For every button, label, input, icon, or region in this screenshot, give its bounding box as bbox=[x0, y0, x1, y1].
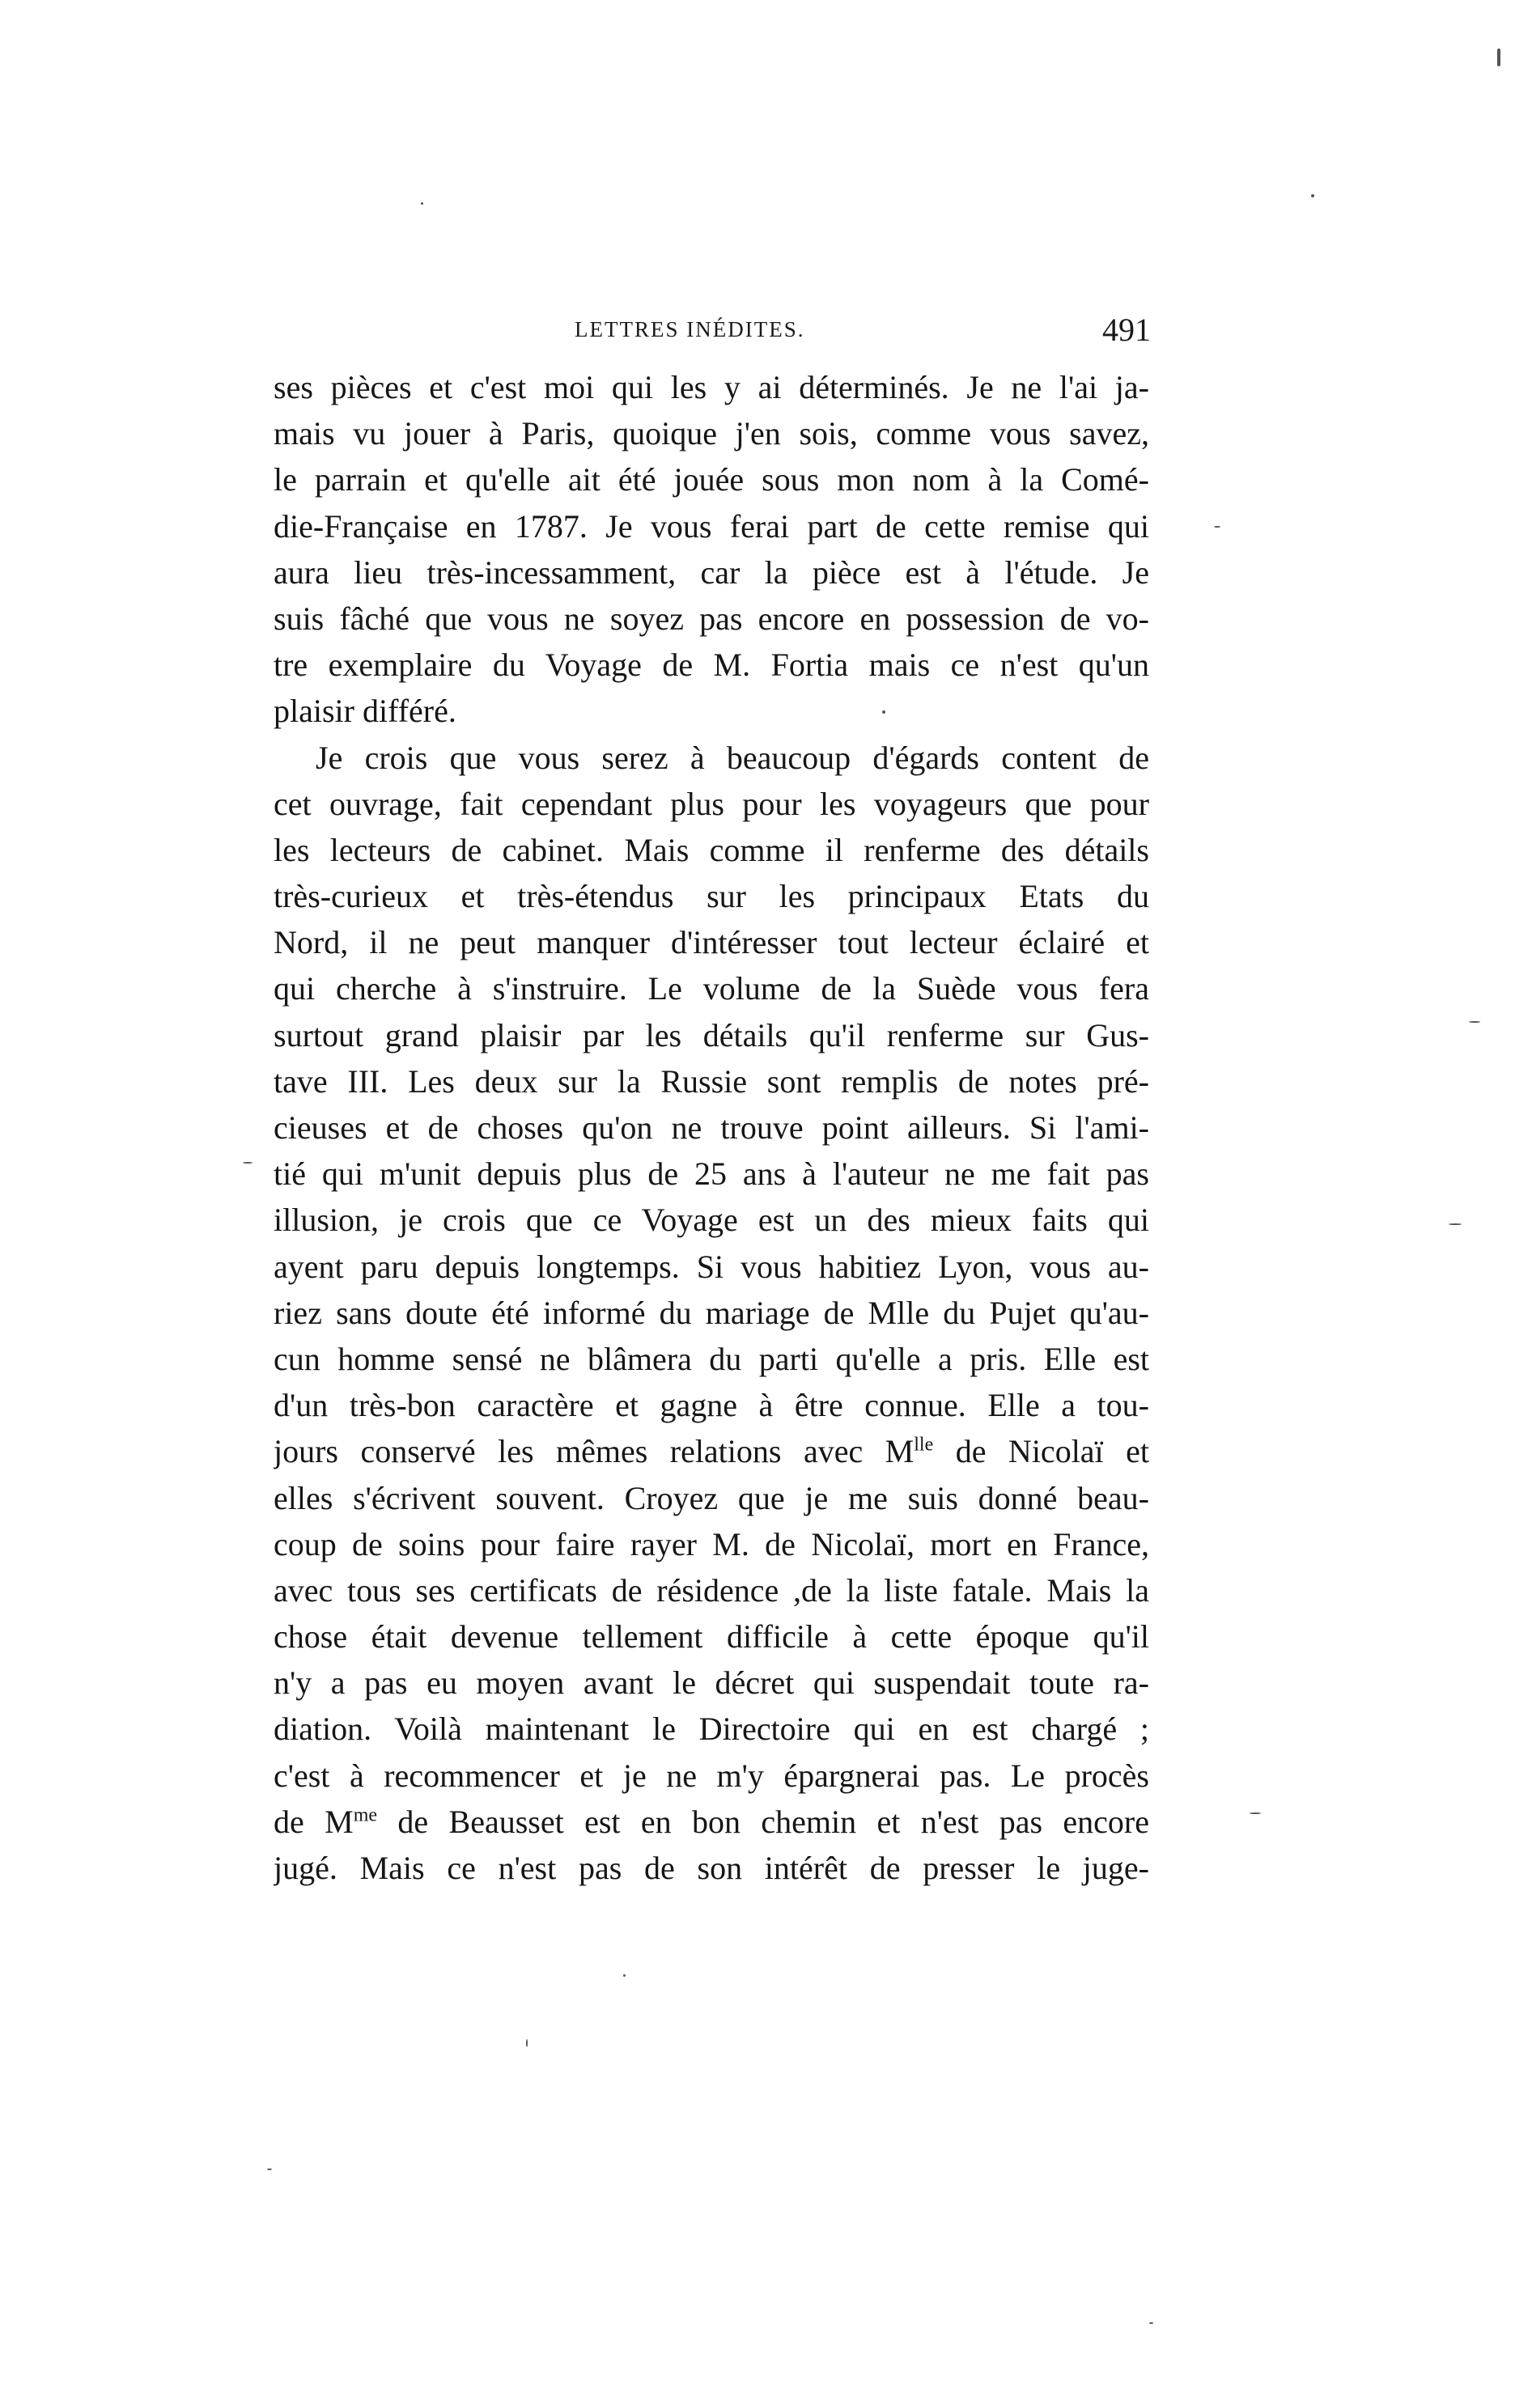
text-line: surtout grand plaisir par les détails qu'il renferme sur Gus- bbox=[274, 1016, 1149, 1054]
scan-speck bbox=[526, 2039, 528, 2047]
text-line: n'y a pas eu moyen avant le décret qui suspendait toute ra- bbox=[274, 1664, 1149, 1702]
text-line: chose était devenue tellement difficile à cette époque qu'il bbox=[274, 1618, 1149, 1656]
page-number: 491 bbox=[1102, 312, 1151, 348]
text-line: ayent paru depuis longtemps. Si vous habitiez Lyon, vous au- bbox=[274, 1248, 1149, 1285]
superscript-abbreviation: me bbox=[353, 1804, 378, 1826]
scan-speck bbox=[1311, 194, 1314, 197]
text-line: le parrain et qu'elle ait été jouée sous mon nom à la Comé- bbox=[274, 461, 1149, 498]
text-segment: de Nicolaï et bbox=[933, 1433, 1149, 1470]
scan-speck bbox=[1250, 1812, 1261, 1814]
scan-speck bbox=[243, 1162, 252, 1164]
running-title: LETTRES INÉDITES. bbox=[575, 317, 805, 341]
text-line: riez sans doute été informé du mariage de Mlle du Pujet qu'au- bbox=[274, 1294, 1149, 1331]
text-line: cun homme sensé ne blâmera du parti qu'elle a pris. Elle est bbox=[274, 1340, 1149, 1377]
letter-text bbox=[274, 364, 1149, 1891]
text-line: Nord, il ne peut manquer d'intéresser tout lecteur éclairé et bbox=[274, 924, 1149, 961]
text-line: très-curieux et très-étendus sur les principaux Etats du bbox=[274, 878, 1149, 915]
superscript-abbreviation: lle bbox=[914, 1434, 934, 1456]
scan-speck bbox=[623, 1974, 626, 1977]
scan-speck bbox=[1214, 526, 1220, 528]
text-line: c'est à recommencer et je ne m'y épargnerai pas. Le procès bbox=[274, 1757, 1149, 1794]
scan-speck bbox=[1497, 49, 1500, 66]
text-line: diation. Voilà maintenant le Directoire qui en est chargé ; bbox=[274, 1711, 1149, 1748]
text-line: elles s'écrivent souvent. Croyez que je me suis donné beau- bbox=[274, 1479, 1149, 1516]
text-line: illusion, je crois que ce Voyage est un des mieux faits qui bbox=[274, 1202, 1149, 1239]
text-segment: de M bbox=[274, 1803, 354, 1840]
text-line bbox=[274, 1799, 1149, 1845]
text-line: d'un très-bon caractère et gagne à être connue. Elle a tou- bbox=[274, 1387, 1149, 1424]
text-line: tre exemplaire du Voyage de M. Fortia mais ce n'est qu'un bbox=[274, 647, 1149, 684]
text-line: cet ouvrage, fait cependant plus pour les voyageurs que pour bbox=[274, 785, 1149, 822]
text-line: tave III. Les deux sur la Russie sont remplis de notes pré- bbox=[274, 1062, 1149, 1100]
text-line: mais vu jouer à Paris, quoique j'en sois, comme vous savez, bbox=[274, 415, 1149, 452]
running-head bbox=[275, 311, 1165, 351]
text-line: plaisir différé. bbox=[274, 693, 456, 730]
text-line bbox=[274, 1428, 1149, 1474]
scan-speck bbox=[1149, 2322, 1153, 2324]
text-line: die-Française en 1787. Je vous ferai part de cette remise qui bbox=[274, 507, 1149, 545]
text-line: tié qui m'unit depuis plus de 25 ans à l'auteur ne me fait pas bbox=[274, 1155, 1149, 1193]
text-line: jugé. Mais ce n'est pas de son intérêt de presser le juge- bbox=[274, 1850, 1149, 1886]
scan-speck bbox=[267, 2168, 272, 2170]
text-line: ses pièces et c'est moi qui les y ai déterminés. Je ne l'ai ja- bbox=[274, 369, 1149, 405]
paragraph-first-line: Je crois que vous serez à beaucoup d'égards content de bbox=[316, 739, 1149, 776]
text-line: suis fâché que vous ne soyez pas encore en possession de vo- bbox=[274, 600, 1149, 637]
text-line: cieuses et de choses qu'on ne trouve point ailleurs. Si l'ami- bbox=[274, 1109, 1149, 1146]
scan-speck bbox=[1449, 1223, 1462, 1225]
text-segment: jours conservé les mêmes relations avec M bbox=[274, 1433, 915, 1470]
text-line: aura lieu très-incessamment, car la pièce est à l'étude. Je bbox=[274, 553, 1149, 591]
scan-speck bbox=[1469, 1021, 1480, 1023]
scan-speck bbox=[421, 202, 423, 205]
text-line: coup de soins pour faire rayer M. de Nicolaï, mort en France, bbox=[274, 1525, 1149, 1562]
scan-speck bbox=[882, 710, 885, 714]
text-line: les lecteurs de cabinet. Mais comme il renferme des détails bbox=[274, 831, 1149, 868]
text-segment: de Beausset est en bon chemin et n'est pas encore bbox=[377, 1803, 1149, 1840]
text-line: avec tous ses certificats de résidence ,de la liste fatale. Mais la bbox=[274, 1571, 1149, 1609]
text-line: qui cherche à s'instruire. Le volume de la Suède vous fera bbox=[274, 970, 1149, 1007]
